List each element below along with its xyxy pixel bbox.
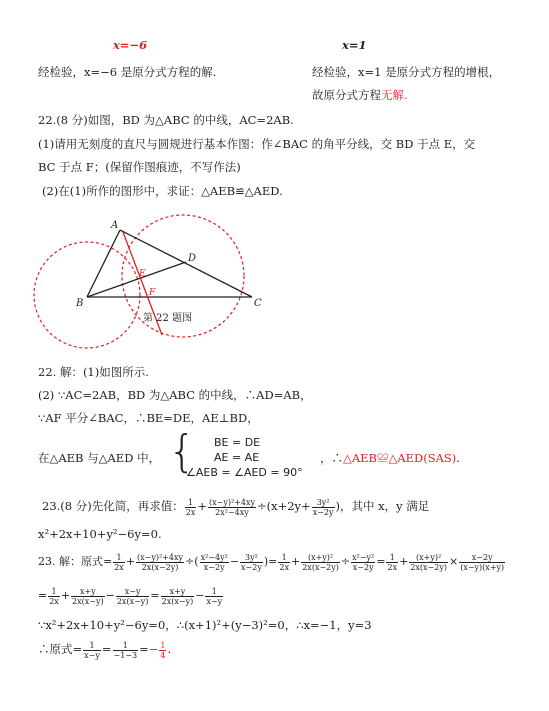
sol23-frac-g	[351, 553, 375, 572]
q23-frac3	[312, 498, 335, 517]
label-B: B	[76, 298, 84, 309]
q22-title: 22.(8 分)如图，BD 为△ABC 的中线，AC=2AB.	[38, 113, 294, 127]
sol23-frac-n	[161, 587, 195, 606]
sol23-row2: = $\frac{1}{2x}$ + $\frac{x+y}{2x(x-y)}$ − $\frac{x-y}{2x(x-y)}$ = $\frac{x+y}{2x(x-y)}$ − $\frac{1}{x-y}$	[38, 586, 223, 606]
q23-frac1	[185, 498, 197, 517]
construction-circle-left	[34, 242, 140, 348]
sol23-frac-p	[83, 641, 101, 660]
sol23-frac-q-den: −1−3	[113, 650, 138, 660]
sol23-times: ×	[448, 555, 459, 568]
sol22-line3: ∵AF 平分∠BAC，∴BE=DE，AE⊥BD，	[38, 411, 259, 425]
sol23-frac-g-den: x−2y	[352, 562, 374, 572]
sol23-frac-o-den: x−y	[206, 596, 223, 606]
right-x-value: x=1	[342, 38, 367, 52]
sol23-frac-h-num: 1	[386, 553, 398, 563]
sol23-frac-f	[301, 553, 340, 572]
sol23-frac-e-den: 2x	[279, 562, 289, 572]
left-x-value: x=−6	[113, 38, 148, 52]
sol22-period: .	[456, 451, 460, 465]
sol23-frac-h	[386, 553, 398, 572]
sol23-frac-a	[113, 553, 125, 572]
sol23-div: ÷	[340, 555, 351, 568]
sol23-frac-k	[48, 587, 60, 606]
system-eq1: BE = DE	[214, 436, 261, 449]
system-eq3: ∠AEB = ∠AED = 90°	[186, 466, 303, 479]
sol23-close-eq: )=	[263, 555, 278, 568]
sol22-congruence: △AEB≌△AED(SAS)	[343, 451, 457, 465]
sol23-row4-period: .	[167, 642, 172, 656]
sol23-frac-c-num: x²−4y²	[200, 552, 228, 562]
sol23-frac-i	[409, 553, 448, 572]
sol23-frac-c-den: x−2y	[203, 562, 225, 572]
right-conclusion-prefix: 故原分式方程	[312, 88, 381, 102]
q22-part2: (2)在(1)所作的图形中，求证：△AEB≌△AED.	[42, 184, 283, 198]
sol23-frac-i-num: (x+y)²	[409, 553, 448, 563]
sol23-row2-eq: =	[38, 589, 48, 602]
sol23-frac-g-num: x²−y²	[352, 552, 375, 562]
sol23-frac-b-num: (x−y)²+4xy	[137, 552, 184, 562]
sol23-frac-f-den: 2x(x−2y)	[302, 562, 339, 572]
sol23-row3: ∵x²+2x+10+y²−6y=0，∴(x+1)²+(y−3)²=0，∴x=−1，y=3	[38, 618, 372, 632]
sol23-row4-eq: =	[139, 642, 149, 656]
q23-frac2-den: 2x²−4xy	[215, 507, 249, 517]
label-E: E	[139, 269, 146, 279]
sol23-frac-d-num: 3y²	[240, 553, 263, 563]
q23-line1: 23.(8 分)先化简，再求值： $\frac{1}{2x}$ + $\frac{\text{(x−y)²+4xy}}{\text{2x²−4xy}}$ ÷(x+2y+ $\frac{\text{3y²}}{x-2y}$ )，其中 x，y 满足	[42, 497, 430, 517]
sol22-line4-prefix: 在△AEB 与△AED 中，	[38, 451, 161, 465]
sol23-final-answer	[159, 641, 166, 660]
sol23-frac-e-num: 1	[278, 553, 290, 563]
q23-post: )，其中 x，y 满足	[335, 499, 430, 513]
sol23-frac-p-num: 1	[83, 641, 101, 651]
sol23-frac-q	[113, 641, 139, 660]
sol23-frac-p-den: x−y	[84, 650, 100, 660]
label-F: F	[149, 288, 156, 298]
right-conclusion-red: 无解.	[381, 88, 408, 102]
q22-part1-line2: BC 于点 F；(保留作图痕迹，不写作法)	[38, 160, 241, 174]
sol22-therefore: ，∴	[320, 451, 343, 465]
sol23-frac-o-num: 1	[205, 587, 223, 597]
q23-line2: x²+2x+10+y²−6y=0.	[38, 527, 162, 541]
sol23-frac-a-num: 1	[113, 553, 125, 563]
q23-frac1-den: 2x	[185, 507, 196, 517]
figure-caption: 第 22 题图	[143, 313, 193, 324]
sol23-frac-j-num: x−2y	[459, 553, 505, 563]
sol23-frac-d	[240, 553, 263, 572]
right-check-text: 经检验，x=1 是原分式方程的增根，	[312, 65, 501, 79]
sol23-frac-m	[116, 587, 150, 606]
sol23-frac-k-num: 1	[48, 587, 60, 597]
sol23-frac-b	[136, 553, 184, 572]
sol23-frac-k-den: 2x	[49, 596, 59, 606]
sol23-frac-l-num: x+y	[71, 587, 105, 597]
sol23-div-open: ÷(	[185, 555, 199, 568]
sol23-frac-h-den: 2x	[387, 562, 398, 572]
sol22-line1: 22. 解：(1)如图所示.	[38, 365, 149, 379]
q23-mid: ÷(x+2y+	[257, 499, 311, 513]
sol23-frac-n-num: x+y	[161, 587, 195, 597]
sol23-frac-l-den: 2x(x−y)	[72, 596, 104, 606]
q23-frac1-num: 1	[185, 498, 197, 508]
q23-frac2-num: (x−y)²+4xy	[208, 497, 255, 507]
sol23-frac-l	[71, 587, 105, 606]
q22-part1-line1: (1)请用无刻度的直尺与圆规进行基本作图：作∠BAC 的角平分线，交 BD 于点 E，交	[38, 137, 476, 151]
sol23-frac-o	[205, 587, 223, 606]
segment-AC	[120, 230, 252, 297]
sol23-frac-q-num: 1	[113, 641, 139, 651]
sol23-frac-j	[459, 553, 505, 572]
sol23-row4: ∴原式= $\frac{1}{x-y}$ = $\frac{1}{-1-3}$ =− $\frac{1}{4}$ .	[38, 640, 172, 660]
sol23-row1: 23. 解：原式= $\frac{1}{2x}$ + $\frac{\text{(x−y)²+4xy}}{2x(x-2y)}$ ÷( $\frac{\text{x²−4y²}}{x-2y}$ − $\frac{\text{3y²}}{x-2y}$ )= $\frac{1}{2x}$ + $\frac{\text{(x+y)²}}{2x(x-2y)}$ ÷ $\frac{\text{x²−y²}}{x-2y}$ = $\frac{1}{2x}$ + $\frac{\text{(x+y)²}}{2x(x-2y)}$ × $\frac{x-2y}{(x-y)(x+y)}$	[38, 552, 505, 572]
sol22-line4-conclusion	[320, 451, 460, 466]
sol22-line2: (2) ∵AC=2AB，BD 为△ABC 的中线，∴AD=AB，	[38, 388, 312, 402]
sol23-frac-m-num: x−y	[116, 587, 150, 597]
sol23-frac-i-den: 2x(x−2y)	[410, 562, 447, 572]
sol23-final-num: 1	[160, 640, 166, 650]
sol23-final-den: 4	[160, 650, 166, 660]
label-C: C	[254, 298, 262, 309]
system-brace: {	[168, 426, 196, 477]
q23-prefix: 23.(8 分)先化简，再求值：	[42, 499, 184, 513]
left-check-text: 经检验，x=−6 是原分式方程的解.	[38, 65, 217, 79]
sol23-prefix: 23. 解：原式=	[38, 555, 113, 568]
sol23-frac-f-num: (x+y)²	[301, 553, 340, 563]
q23-frac2	[208, 498, 256, 517]
sol23-frac-c	[200, 553, 229, 572]
q23-frac3-num: 3y²	[312, 498, 335, 508]
sol23-frac-j-den: (x−y)(x+y)	[460, 562, 505, 572]
sol23-frac-e	[278, 553, 290, 572]
sol23-frac-b-den: 2x(x−2y)	[141, 562, 179, 572]
q23-frac3-den: x−2y	[312, 507, 334, 517]
sol23-frac-n-den: 2x(x−y)	[161, 596, 194, 606]
sol23-frac-m-den: 2x(x−y)	[116, 596, 149, 606]
system-eq2: AE = AE	[214, 451, 260, 464]
label-D: D	[188, 253, 197, 264]
label-A: A	[111, 220, 119, 231]
sol23-row4-prefix: ∴原式=	[38, 642, 83, 656]
sol23-frac-d-den: x−2y	[241, 562, 262, 572]
sol23-frac-a-den: 2x	[114, 562, 124, 572]
